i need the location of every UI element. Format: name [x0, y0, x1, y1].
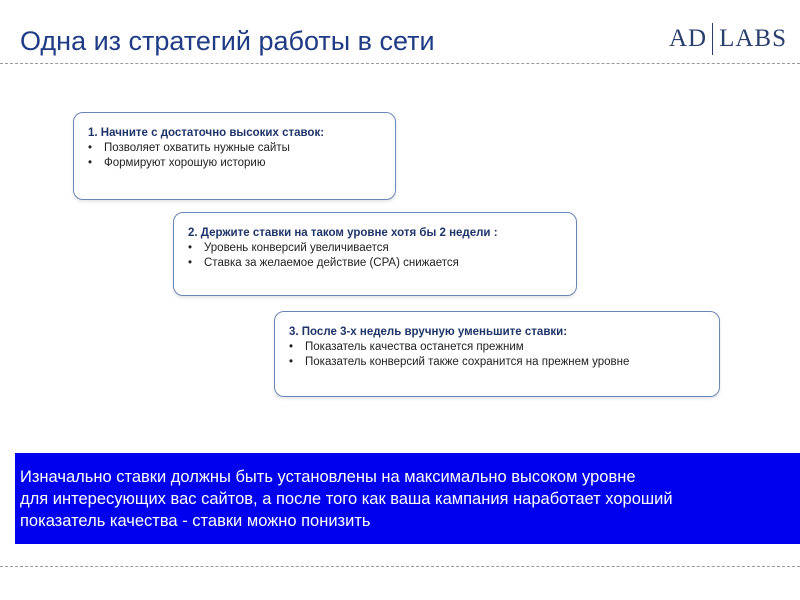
list-item: • Позволяет охватить нужные сайты — [88, 142, 290, 154]
footer-dashed-divider — [0, 566, 800, 567]
bullet-icon: • — [188, 257, 193, 269]
list-item: • Показатель конверсий также сохранится на прежнем уровне — [289, 356, 630, 368]
summary-banner — [15, 453, 800, 544]
step-1-box — [73, 112, 396, 200]
step-3-heading: 3. После 3-х недель вручную уменьшите ставки: — [289, 326, 568, 338]
banner-line-3: показатель качества - ставки можно понизить — [20, 512, 371, 530]
logo-text-ad: AD — [669, 25, 708, 52]
logo-divider — [712, 23, 713, 55]
header-dashed-divider — [0, 63, 800, 64]
banner-line-1: Изначально ставки должны быть установлены на максимально высоком уровне — [20, 468, 636, 486]
bullet-icon: • — [88, 142, 93, 154]
step-3-bullets — [289, 340, 709, 370]
bullet-icon: • — [188, 242, 193, 254]
list-item: • Уровень конверсий увеличивается — [188, 242, 389, 254]
step-1-bullets — [88, 141, 385, 171]
bullet-icon: • — [289, 356, 294, 368]
bullet-icon: • — [88, 157, 93, 169]
adlabs-logo — [669, 22, 787, 56]
step-2-bullets — [188, 241, 566, 271]
logo-text-labs: LABS — [719, 25, 788, 52]
list-item: • Формируют хорошую историю — [88, 157, 266, 169]
step-2-heading: 2. Держите ставки на таком уровне хотя бы 2 недели : — [188, 227, 498, 239]
step-2-box — [173, 212, 577, 296]
bullet-icon: • — [289, 341, 294, 353]
banner-line-2: для интересующих вас сайтов, а после того как ваша кампания наработает хороший — [20, 490, 673, 508]
step-3-box — [274, 311, 720, 397]
slide-title: Одна из стратегий работы в сети — [20, 26, 435, 56]
step-1-heading: 1. Начните с достаточно высоких ставок: — [88, 127, 325, 139]
list-item: • Ставка за желаемое действие (CPA) снижается — [188, 257, 459, 269]
list-item: • Показатель качества останется прежним — [289, 341, 524, 353]
